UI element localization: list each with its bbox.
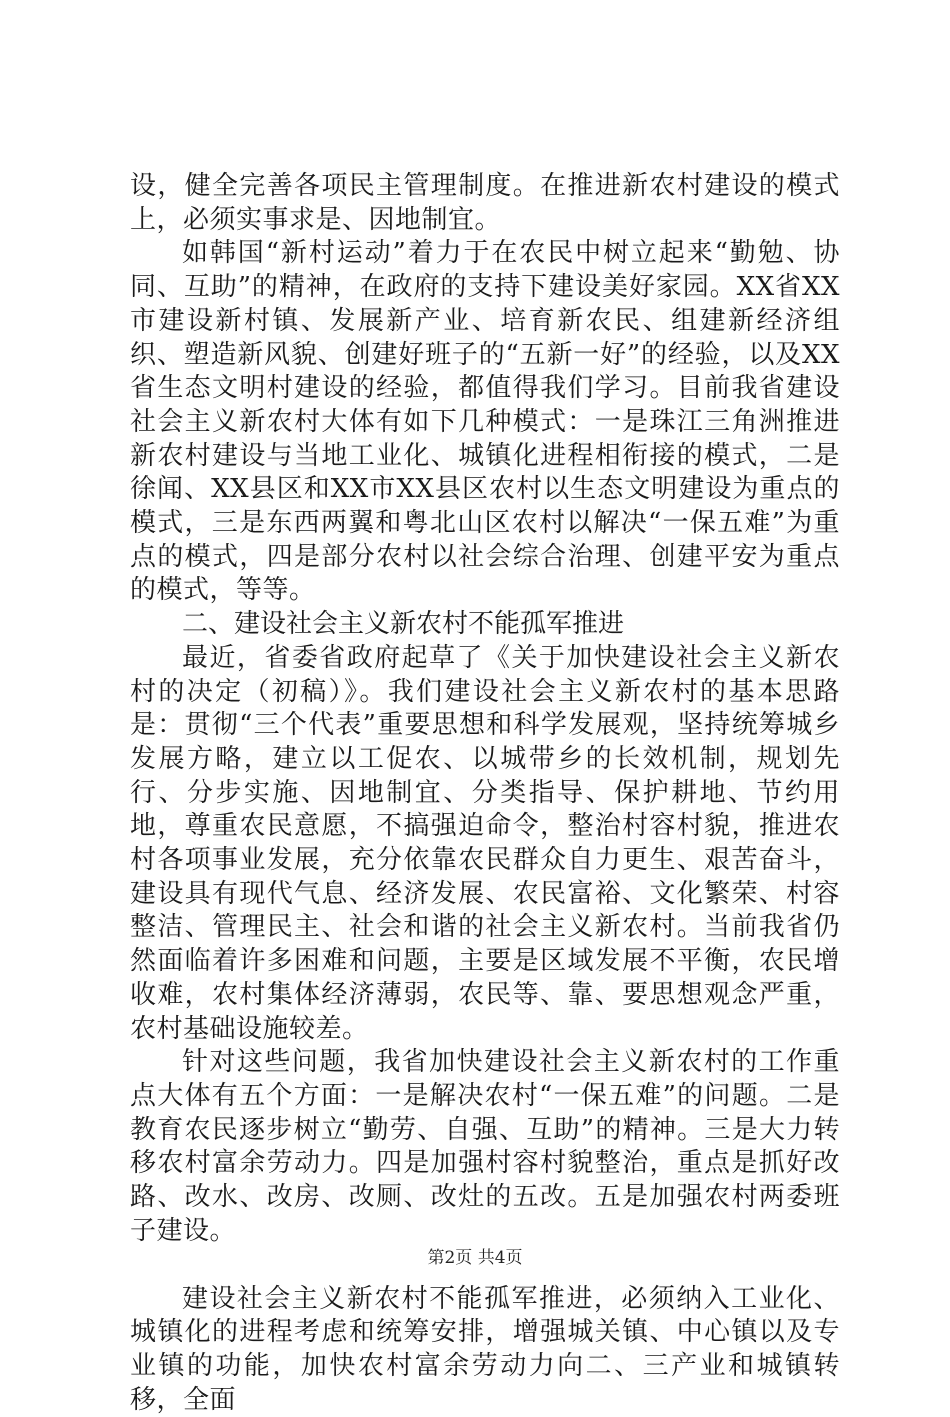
section-heading: 二、建设社会主义新农村不能孤军推进 [130, 608, 840, 642]
paragraph-basic-approach: 最近，省委省政府起草了《关于加快建设社会主义新农村的决定（初稿）》。我们建设社会主义新农村的基本思路是：贯彻“三个代表”重要思想和科学发展观，坚持统筹城乡发展方略，建立以工促农、以城带乡的长效机制，规划先行、分步实施、因地制宜、分类指导、保护耕地、节约用地，尊重农民意愿，不搞强迫命令，整治村容村貌，推进农村各项事业发展，充分依靠农民群众自力更生、艰苦奋斗，建设具有现代气息、经济发展、农民富裕、文化繁荣、村容整洁、管理民主、社会和谐的社会主义新农村。当前我省仍然面临着许多困难和问题，主要是区域发展不平衡，农民增收难，农村集体经济薄弱，农民等、靠、要思想观念严重，农村基础设施较差。 [130, 642, 840, 1046]
paragraph-integration: 建设社会主义新农村不能孤军推进，必须纳入工业化、城镇化的进程考虑和统筹安排，增强城关镇、中心镇以及专业镇的功能，加快农村富余劳动力向二、三产业和城镇转移，全面 [130, 1283, 840, 1417]
paragraph-continuation: 设，健全完善各项民主管理制度。在推进新农村建设的模式上，必须实事求是、因地制宜。 [130, 170, 840, 237]
page-footer: 第2页 共4页 [0, 1247, 950, 1269]
document-body [130, 170, 840, 1417]
paragraph-models: 如韩国“新村运动”着力于在农民中树立起来“勤勉、协同、互助”的精神，在政府的支持下建设美好家园。XX省XX市建设新村镇、发展新产业、培育新农民、组建新经济组织、塑造新风貌、创建好班子的“五新一好”的经验，以及XX省生态文明村建设的经验，都值得我们学习。目前我省建设社会主义新农村大体有如下几种模式：一是珠江三角洲推进新农村建设与当地工业化、城镇化进程相衔接的模式，二是徐闻、XX县区和XX市XX县区农村以生态文明建设为重点的模式，三是东西两翼和粤北山区农村以解决“一保五难”为重点的模式，四是部分农村以社会综合治理、创建平安为重点的模式，等等。 [130, 237, 840, 608]
paragraph-key-tasks: 针对这些问题，我省加快建设社会主义新农村的工作重点大体有五个方面：一是解决农村“一保五难”的问题。二是教育农民逐步树立“勤劳、自强、互助”的精神。三是大力转移农村富余劳动力。四是加强村容村貌整治，重点是抓好改路、改水、改房、改厕、改灶的五改。五是加强农村两委班子建设。 [130, 1046, 840, 1248]
